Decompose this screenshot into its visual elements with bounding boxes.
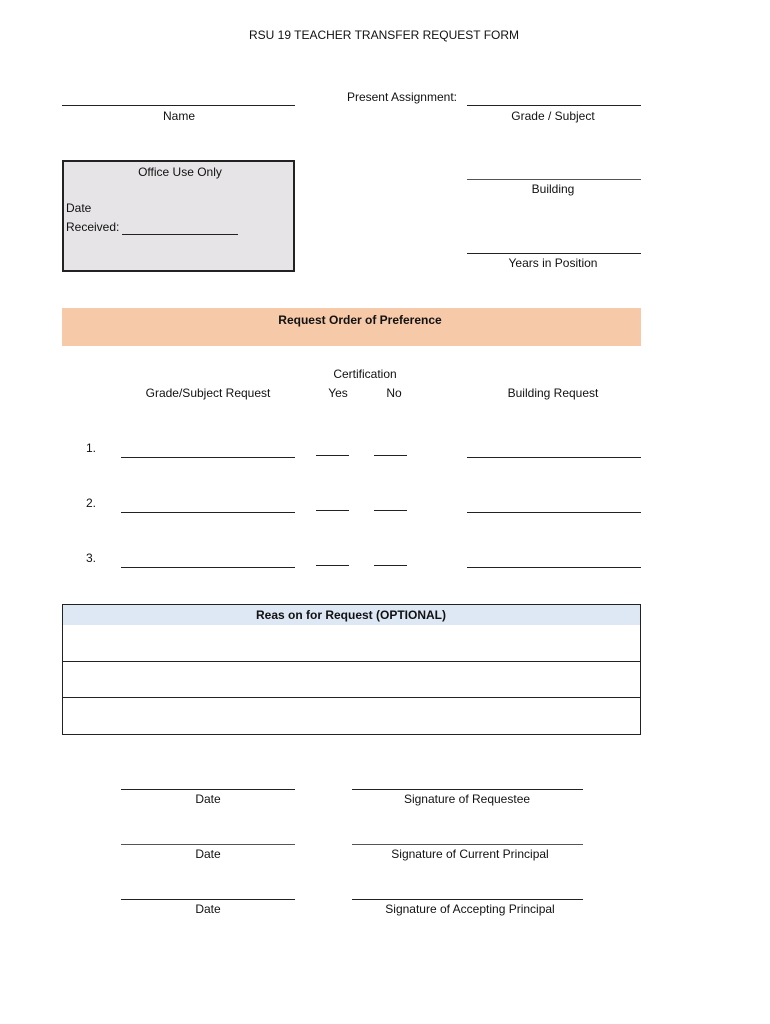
building-label: Building bbox=[531, 182, 575, 196]
building-request-field[interactable] bbox=[467, 457, 641, 458]
office-use-box bbox=[62, 160, 295, 272]
no-header: No bbox=[386, 386, 402, 400]
certification-yes-field[interactable] bbox=[316, 565, 349, 566]
building-request-field[interactable] bbox=[467, 567, 641, 568]
grade-subject-request-field[interactable] bbox=[121, 567, 295, 568]
grade-subject-field[interactable] bbox=[467, 105, 641, 106]
date-label: Date bbox=[195, 792, 221, 806]
grade-subject-label: Grade / Subject bbox=[511, 109, 595, 123]
signature-field[interactable] bbox=[352, 899, 583, 900]
grade-subject-request-field[interactable] bbox=[121, 512, 295, 513]
yes-header: Yes bbox=[328, 386, 348, 400]
reason-line-3[interactable] bbox=[63, 698, 640, 734]
row-number: 2. bbox=[86, 496, 97, 510]
grade-subject-request-field[interactable] bbox=[121, 457, 295, 458]
signature-field[interactable] bbox=[352, 789, 583, 790]
reason-title: Reas on for Request (OPTIONAL) bbox=[255, 608, 447, 622]
reason-line-1[interactable] bbox=[63, 625, 640, 662]
signature-field[interactable] bbox=[352, 844, 583, 845]
signature-label: Signature of Current Principal bbox=[391, 847, 549, 861]
name-label: Name bbox=[162, 109, 196, 123]
present-assignment-label: Present Assignment: bbox=[346, 90, 457, 104]
signature-label: Signature of Requestee bbox=[403, 792, 531, 806]
form-title: RSU 19 TEACHER TRANSFER REQUEST FORM bbox=[248, 28, 520, 42]
building-request-field[interactable] bbox=[467, 512, 641, 513]
date-received-field[interactable] bbox=[122, 234, 238, 235]
reason-line-2[interactable] bbox=[63, 662, 640, 698]
row-number: 1. bbox=[86, 441, 97, 455]
date-field[interactable] bbox=[121, 789, 295, 790]
office-use-title: Office Use Only bbox=[138, 165, 222, 179]
certification-yes-field[interactable] bbox=[316, 510, 349, 511]
preference-title: Request Order of Preference bbox=[278, 313, 442, 327]
certification-no-field[interactable] bbox=[374, 455, 407, 456]
date-label: Date bbox=[195, 847, 221, 861]
reason-box bbox=[62, 604, 641, 735]
years-in-position-field[interactable] bbox=[467, 253, 641, 254]
building-request-header: Building Request bbox=[507, 386, 599, 400]
years-label: Years in Position bbox=[508, 256, 598, 270]
name-field[interactable] bbox=[62, 105, 295, 106]
building-field[interactable] bbox=[467, 179, 641, 180]
reason-header bbox=[63, 605, 640, 625]
date-field[interactable] bbox=[121, 899, 295, 900]
date-field[interactable] bbox=[121, 844, 295, 845]
date-label: Date bbox=[66, 201, 92, 215]
certification-yes-field[interactable] bbox=[316, 455, 349, 456]
certification-header: Certification bbox=[333, 367, 397, 381]
preference-band bbox=[62, 308, 641, 346]
date-label: Date bbox=[195, 902, 221, 916]
certification-no-field[interactable] bbox=[374, 565, 407, 566]
signature-label: Signature of Accepting Principal bbox=[385, 902, 555, 916]
grade-subject-request-header: Grade/Subject Request bbox=[145, 386, 271, 400]
row-number: 3. bbox=[86, 551, 97, 565]
received-label: Received: bbox=[66, 220, 120, 234]
certification-no-field[interactable] bbox=[374, 510, 407, 511]
